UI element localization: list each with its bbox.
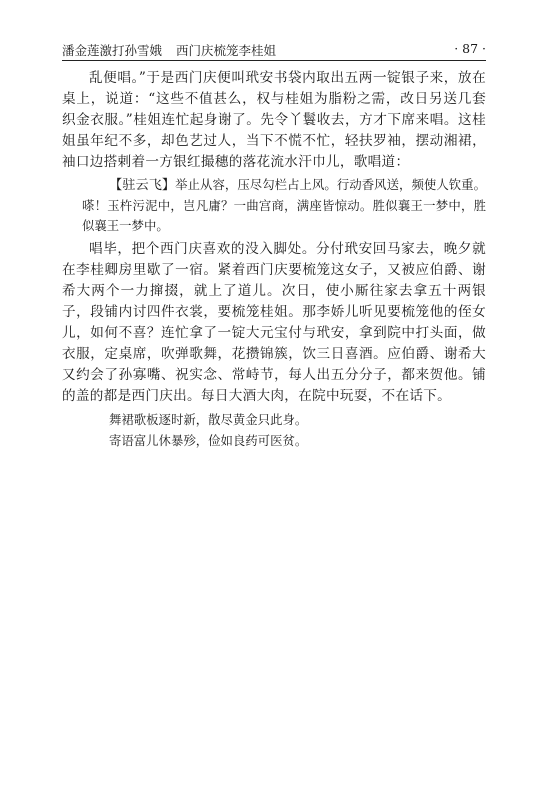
paragraph-2: 唱毕，把个西门庆喜欢的没入脚处。分付玳安回马家去，晚夕就在李桂卿房里歇了一宿。紧着西门庆要梳笼这女子，又被应伯爵、谢希大两个一力撺掇，就上了道儿。次日，使小厮往家去拿五十两银子，段铺内讨四件衣裳，要梳笼桂姐。那李娇儿听见要梳笼他的侄女儿，如何不喜？连忙拿了一锭大元宝付与玳安，拿到院中打头面，做衣服，定桌席，吹弹歌舞，花攒锦簇，饮三日喜酒。应伯爵、谢希大又约会了孙寡嘴、祝实念、常峙节，每人出五分分子，都来贺他。铺的盖的都是西门庆出。每日大酒大肉，在院中玩耍，不在话下。 [62,241,486,404]
lyric-text: 举止从容，压尽勾栏占上风。行动香风送，频使人钦重。嗏！玉杵污泥中，岂凡庸？一曲宫商，满座皆惊动。胜似襄王一梦中，胜似襄王一梦中。 [82,177,487,233]
poem-line-2: 寄语富儿休暴殄，俭如良药可医贫。 [109,433,308,448]
running-header [62,38,486,61]
page-body [62,68,486,451]
chapter-title: 西门庆梳笼李桂姐 [176,43,277,58]
lyric-tune-tag: 【驻云飞】 [109,178,176,193]
poem-line-1: 舞裙歌板逐时新，散尽黄金只此身。 [109,412,308,427]
paragraph-1: 乱便唱。”于是西门庆便叫玳安书袋内取出五两一锭银子来，放在桌上，说道：“这些不值甚么，权与桂姐为脂粉之需，改日另送几套织金衣服。”桂姐连忙起身谢了。先令丫鬟收去，方才下席来唱。这桂姐虽年纪不多，却色艺过人，当下不慌不忙，轻扶罗袖，摆动湘裙，袖口边搭剌着一方银红撮穗的落花流水汗巾儿，歌唱道： [62,70,486,170]
closing-poem [109,409,486,451]
book-title: 潘金莲激打孙雪娥 [62,43,163,58]
page-number: · 87 · [454,41,486,56]
lyric-block [62,175,486,236]
header-titles [62,41,276,59]
